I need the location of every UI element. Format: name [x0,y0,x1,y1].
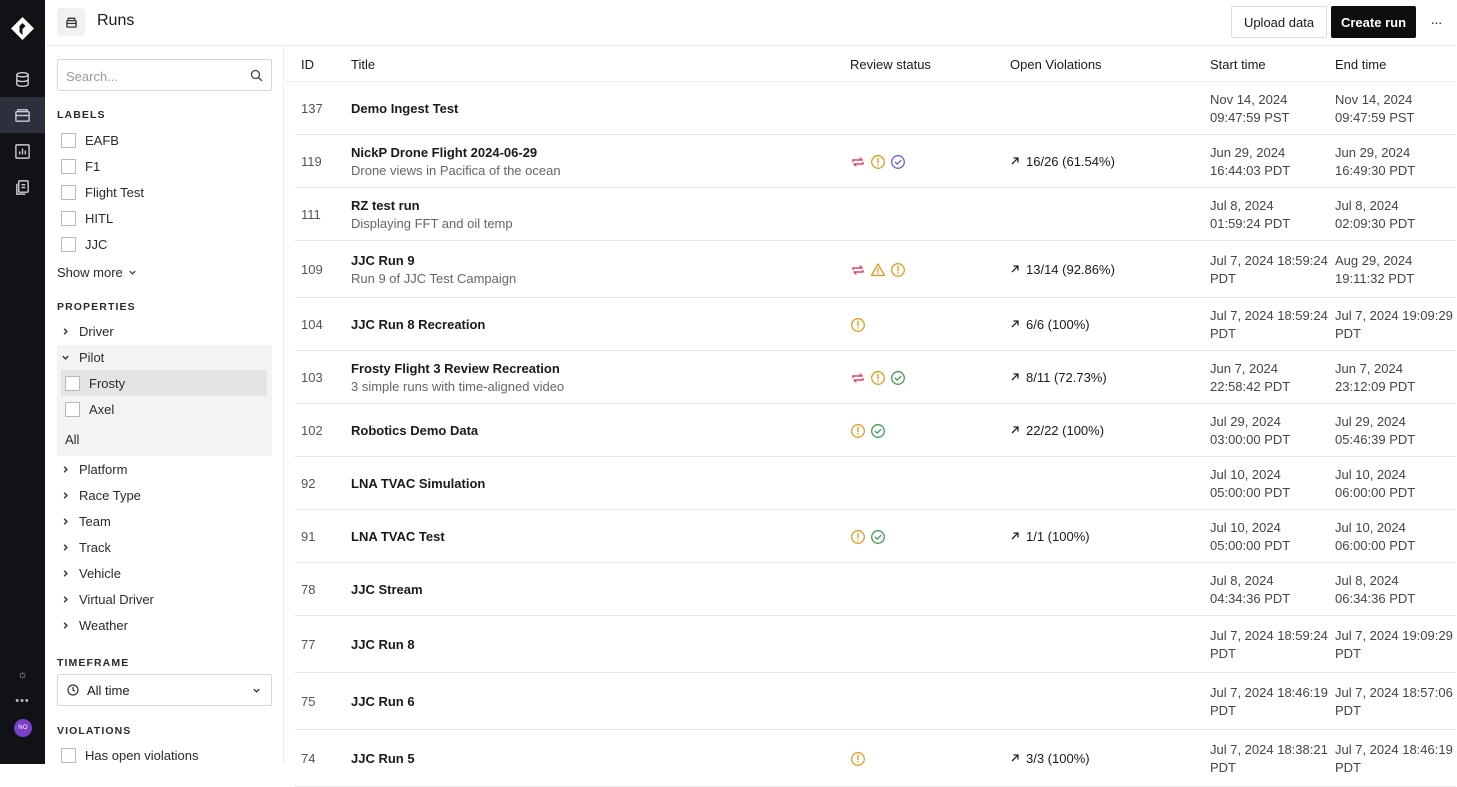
checkbox[interactable] [61,159,76,174]
table-row[interactable] [295,351,1456,404]
run-id: 92 [301,475,316,491]
review-status[interactable] [850,154,906,170]
run-title-cell[interactable] [351,145,561,178]
run-description: Run 9 of JJC Test Campaign [351,270,517,286]
run-title[interactable]: JJC Run 5 [351,750,415,766]
end-time-line: 06:00:00 PDT [1335,484,1416,500]
run-id: 91 [301,528,316,544]
end-time-line: Aug 29, 2024 [1335,252,1413,268]
timeframe-select[interactable] [57,674,272,706]
properties-heading: PROPERTIES [57,301,136,313]
start-time-line: PDT [1210,645,1236,661]
review-status[interactable] [850,529,886,545]
label-text: EAFB [85,132,119,148]
run-title-cell[interactable] [351,198,513,231]
start-time-line: Jun 7, 2024 [1210,360,1278,376]
run-title[interactable]: JJC Stream [351,581,423,597]
run-id: 103 [301,369,323,385]
run-id: 77 [301,636,316,652]
start-time-line: 03:00:00 PDT [1210,431,1291,447]
run-title[interactable]: RZ test run [351,197,420,213]
start-time-line: 04:34:36 PDT [1210,590,1291,606]
nav-runs-icon[interactable] [0,97,45,133]
start-time [1210,741,1332,777]
run-title[interactable]: Demo Ingest Test [351,100,459,116]
nav-database-icon[interactable] [0,61,45,97]
violations-count: 8/11 (72.73%) [1026,369,1107,385]
checkbox[interactable] [61,185,76,200]
run-title[interactable]: Robotics Demo Data [351,422,479,438]
property-label: Platform [79,461,128,477]
review-status[interactable] [850,370,906,386]
property-platform[interactable] [61,459,127,479]
end-time [1335,741,1457,777]
open-violations[interactable] [1010,262,1115,277]
end-time-line: 23:12:09 PDT [1335,378,1416,394]
open-violations[interactable] [1010,317,1090,332]
labels-heading: LABELS [57,109,106,121]
has-open-violations-filter[interactable] [61,745,198,765]
arrow-up-right-icon [1010,156,1020,166]
show-more-link[interactable] [57,265,137,280]
pending-review-icon [850,529,866,545]
end-time-line: Jul 8, 2024 [1335,197,1399,213]
start-time-line: Jun 29, 2024 [1210,144,1286,160]
review-status[interactable] [850,262,906,278]
chevron-right-icon [61,595,70,604]
run-title[interactable]: JJC Run 8 [351,636,415,652]
approved-icon [870,423,886,439]
run-title[interactable]: NickP Drone Flight 2024-06-29 [351,144,538,160]
column-header-start-time[interactable]: Start time [1210,57,1266,72]
label-filter-jjc[interactable] [61,234,107,254]
chevron-right-icon [61,569,70,578]
chevron-right-icon [61,517,70,526]
open-violations[interactable] [1010,370,1107,385]
property-track[interactable] [61,537,111,557]
table-row[interactable] [295,82,1456,135]
run-title-cell[interactable] [351,476,485,491]
run-id: 74 [301,750,316,766]
property-label: Track [79,539,112,555]
checkbox[interactable] [61,211,76,226]
approved-icon [890,370,906,386]
start-time-line: 05:00:00 PDT [1210,484,1291,500]
run-title-cell[interactable] [351,253,516,286]
end-time-line: Jul 10, 2024 [1335,466,1406,482]
pilot-all-link[interactable]: All [65,431,80,447]
column-header-review-status[interactable]: Review status [850,57,931,72]
timeframe-heading: TIMEFRAME [57,657,130,669]
property-team[interactable] [61,511,111,531]
chevron-down-icon [252,686,261,695]
arrow-up-right-icon [1010,372,1020,382]
theme-sun-icon[interactable]: ☼ [17,669,28,681]
start-time-line: Jul 8, 2024 [1210,572,1274,588]
table-row[interactable] [295,135,1456,188]
pending-review-icon [850,423,866,439]
review-status[interactable] [850,751,866,767]
end-time-line: 06:34:36 PDT [1335,590,1416,606]
end-time-line: 16:49:30 PDT [1335,162,1416,178]
column-header-open-violations[interactable]: Open Violations [1010,57,1102,72]
chevron-right-icon [61,327,70,336]
start-time-line: Jul 10, 2024 [1210,466,1281,482]
arrow-up-right-icon [1010,264,1020,274]
start-time [1210,197,1332,233]
table-row[interactable] [295,510,1456,563]
start-time-line: Jul 7, 2024 18:59:24 [1210,307,1328,323]
page-header [45,0,1456,46]
run-title-cell[interactable] [351,529,445,544]
run-title-cell[interactable] [351,751,415,766]
approved-icon [870,529,886,545]
start-time-line: 22:58:42 PDT [1210,378,1291,394]
violations-count: 6/6 (100%) [1026,316,1090,332]
option-text: Has open violations [85,747,199,763]
run-id: 119 [301,153,322,169]
open-violations[interactable] [1010,154,1115,169]
review-status[interactable] [850,317,866,333]
property-label: Vehicle [79,565,121,581]
property-label: Driver [79,323,114,339]
property-label: Race Type [79,487,141,503]
upload-data-button[interactable]: Upload data [1231,6,1327,38]
more-options-icon[interactable]: ··· [1430,14,1442,30]
end-time-line: Jul 7, 2024 18:57:06 [1335,684,1453,700]
label-text: JJC [85,236,108,252]
label-filter-hitl[interactable] [61,208,113,228]
chevron-right-icon [61,491,70,500]
end-time-line: Jul 10, 2024 [1335,519,1406,535]
start-time-line: Jul 7, 2024 18:59:24 [1210,252,1328,268]
run-title[interactable]: LNA TVAC Simulation [351,475,486,491]
property-virtual-driver[interactable] [61,589,154,609]
run-description: 3 simple runs with time-aligned video [351,378,565,394]
warning-icon [870,262,886,278]
chevron-right-icon [61,465,70,474]
run-id: 109 [301,261,323,277]
run-description: Displaying FFT and oil temp [351,215,513,231]
violations-count: 16/26 (61.54%) [1026,153,1115,169]
run-id: 75 [301,693,316,709]
start-time [1210,413,1332,449]
timeframe-value: All time [87,682,130,698]
start-time-line: Jul 10, 2024 [1210,519,1281,535]
search-box[interactable] [57,59,272,91]
start-time [1210,627,1332,663]
repeat-icon [850,154,866,170]
run-title-cell[interactable] [351,101,458,116]
end-time [1335,519,1457,555]
end-time-line: 19:11:32 PDT [1335,270,1415,286]
end-time [1335,197,1457,233]
pending-review-icon [870,370,886,386]
run-title[interactable]: Frosty Flight 3 Review Recreation [351,360,560,376]
end-time [1335,684,1457,720]
option-text: Frosty [89,375,126,391]
checkbox[interactable] [61,237,76,252]
start-time [1210,684,1332,720]
table-row[interactable] [295,241,1456,298]
pilot-option-axel[interactable] [65,399,114,419]
run-title[interactable]: LNA TVAC Test [351,528,445,544]
run-id: 137 [301,100,323,116]
start-time-line: Jul 7, 2024 18:46:19 [1210,684,1328,700]
chevron-right-icon [61,621,70,630]
property-driver[interactable] [61,321,114,341]
violations-count: 22/22 (100%) [1026,422,1105,438]
run-title-cell[interactable] [351,361,564,394]
table-row[interactable] [295,563,1456,616]
arrow-up-right-icon [1010,425,1020,435]
end-time-line: Jul 7, 2024 19:09:29 [1335,307,1453,323]
start-time [1210,307,1332,343]
filter-panel [45,46,284,764]
violations-count: 3/3 (100%) [1026,750,1090,766]
runs-table [285,46,1456,775]
start-time-line: 09:47:59 PST [1210,109,1290,125]
run-title-cell[interactable] [351,582,423,597]
label-text: F1 [85,158,101,174]
run-title[interactable]: JJC Run 8 Recreation [351,316,486,332]
pending-review-icon [850,751,866,767]
open-violations[interactable] [1010,529,1090,544]
run-title[interactable]: JJC Run 9 [351,252,415,268]
checkbox[interactable] [65,402,80,417]
end-time [1335,360,1457,396]
table-row[interactable] [295,404,1456,457]
run-id: 102 [301,422,323,438]
start-time-line: PDT [1210,702,1236,718]
chevron-right-icon [61,543,70,552]
run-title-cell[interactable] [351,637,415,652]
property-label: Pilot [79,349,105,365]
column-header-title[interactable]: Title [351,57,376,72]
end-time-line: PDT [1335,325,1361,341]
end-time [1335,413,1457,449]
repeat-icon [850,370,866,386]
runs-cabinet-icon[interactable] [57,8,85,36]
end-time [1335,91,1457,127]
start-time [1210,572,1332,608]
start-time [1210,519,1332,555]
end-time [1335,627,1457,663]
violations-count: 1/1 (100%) [1026,528,1090,544]
start-time-line: 16:44:03 PDT [1210,162,1291,178]
run-id: 111 [301,206,321,222]
end-time-line: 06:00:00 PDT [1335,537,1416,553]
end-time-line: Jul 7, 2024 19:09:29 [1335,627,1453,643]
property-label: Virtual Driver [79,591,154,607]
start-time [1210,252,1332,288]
table-header [285,46,1456,82]
arrow-up-right-icon [1010,753,1020,763]
checkbox[interactable] [61,748,76,763]
app-rail [0,0,45,764]
run-id: 78 [301,581,316,597]
end-time-line: PDT [1335,645,1361,661]
nav-documents-icon[interactable] [0,169,45,205]
table-row[interactable] [295,457,1456,510]
start-time-line: Jul 29, 2024 [1210,413,1281,429]
property-label: Weather [79,617,128,633]
pending-review-icon [870,154,886,170]
start-time-line: 01:59:24 PDT [1210,215,1291,231]
end-time [1335,144,1457,180]
property-label: Team [79,513,111,529]
end-time-line: 09:47:59 PST [1335,109,1415,125]
table-row[interactable] [295,188,1456,241]
review-status[interactable] [850,423,886,439]
start-time-line: 05:00:00 PDT [1210,537,1291,553]
end-time-line: PDT [1335,759,1361,775]
property-pilot[interactable] [61,347,104,367]
label-text: Flight Test [85,184,145,200]
arrow-up-right-icon [1010,319,1020,329]
start-time [1210,91,1332,127]
show-more-label: Show more [57,265,123,280]
end-time-line: Jun 7, 2024 [1335,360,1403,376]
approved-icon [890,154,906,170]
checkbox[interactable] [61,133,76,148]
arrow-up-right-icon [1010,531,1020,541]
start-time-line: PDT [1210,270,1236,286]
nav-charts-icon[interactable] [0,133,45,169]
end-time-line: 05:46:39 PDT [1335,431,1416,447]
start-time-line: PDT [1210,759,1236,775]
run-title-cell[interactable] [351,694,415,709]
more-dots-icon[interactable]: ••• [15,695,30,707]
violations-count: 13/14 (92.86%) [1026,261,1115,277]
run-title-cell[interactable] [351,423,478,438]
start-time [1210,144,1332,180]
label-filter-flight-test[interactable] [61,182,144,202]
table-row[interactable] [295,673,1456,730]
pending-review-icon [890,262,906,278]
property-vehicle[interactable] [61,563,121,583]
user-avatar[interactable]: NO [14,719,32,737]
pilot-option-frosty[interactable] [65,373,125,393]
column-header-end-time[interactable]: End time [1335,57,1387,72]
run-title[interactable]: JJC Run 6 [351,693,415,709]
start-time-line: Jul 7, 2024 18:38:21 [1210,741,1328,757]
label-text: HITL [85,210,114,226]
start-time [1210,360,1332,396]
repeat-icon [850,262,866,278]
chevron-down-icon [128,268,137,277]
run-description: Drone views in Pacifica of the ocean [351,162,561,178]
end-time [1335,307,1457,343]
page-title: Runs [97,12,135,29]
end-time-line: Jun 29, 2024 [1335,144,1411,160]
create-run-button[interactable]: Create run [1331,6,1416,38]
label-filter-eafb[interactable] [61,130,119,150]
end-time-line: Jul 29, 2024 [1335,413,1406,429]
end-time-line: Nov 14, 2024 [1335,91,1413,107]
app-logo-icon[interactable] [10,16,35,41]
end-time-line: Jul 7, 2024 18:46:19 [1335,741,1453,757]
end-time [1335,572,1457,608]
pending-review-icon [850,317,866,333]
property-race-type[interactable] [61,485,141,505]
start-time-line: Nov 14, 2024 [1210,91,1288,107]
search-input[interactable] [66,66,246,86]
end-time [1335,466,1457,502]
start-time-line: Jul 7, 2024 18:59:24 [1210,627,1328,643]
violations-heading: VIOLATIONS [57,725,132,737]
open-violations[interactable] [1010,423,1104,438]
start-time [1210,466,1332,502]
table-row[interactable] [295,616,1456,673]
end-time-line: PDT [1335,702,1361,718]
column-header-id[interactable]: ID [301,57,314,72]
label-filter-f1[interactable] [61,156,100,176]
option-text: Axel [89,401,115,417]
start-time-line: PDT [1210,325,1236,341]
checkbox[interactable] [65,376,80,391]
run-title-cell[interactable] [351,317,485,332]
table-row[interactable] [295,730,1456,787]
search-icon[interactable] [250,69,263,82]
end-time-line: 02:09:30 PDT [1335,215,1416,231]
table-row[interactable] [295,298,1456,351]
clock-icon [67,684,79,696]
run-id: 104 [301,316,323,332]
property-weather[interactable] [61,615,128,635]
chevron-down-icon [61,353,70,362]
end-time-line: Jul 8, 2024 [1335,572,1399,588]
end-time [1335,252,1457,288]
start-time-line: Jul 8, 2024 [1210,197,1274,213]
open-violations[interactable] [1010,751,1090,766]
